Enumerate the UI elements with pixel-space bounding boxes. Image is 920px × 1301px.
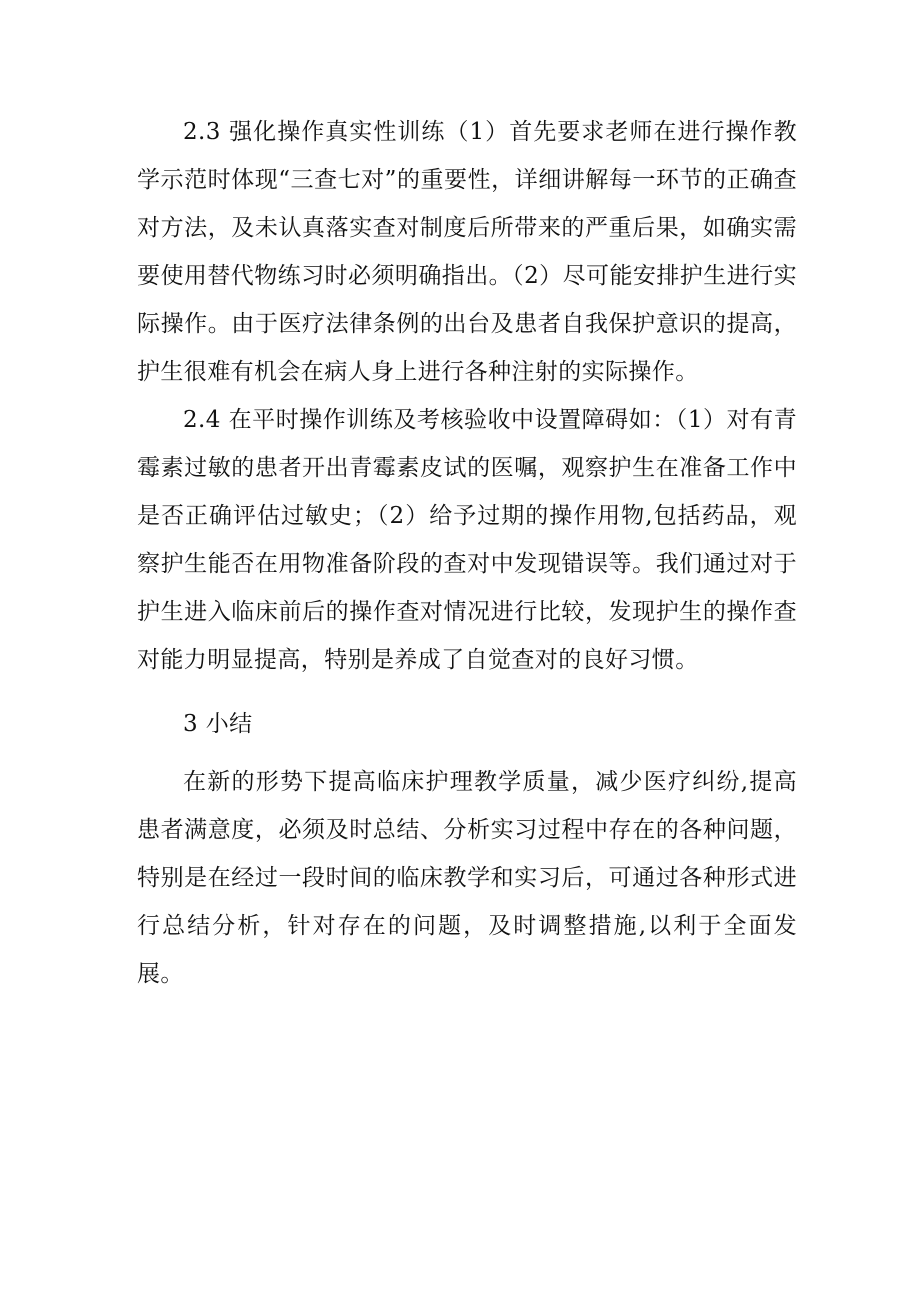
section-heading-3: 3 小结: [183, 711, 253, 737]
paragraph-2-3: 2.3 强化操作真实性训练（1）首先要求老师在进行操作教学示范时体现“三查七对”的重要性，详细讲解每一环节的正确查对方法，及未认真落实查对制度后所带来的严重后果，如确实需要使用替代物练习时必须明确指出。（2）尽可能安排护生进行实际操作。由于医疗法律条例的出台及患者自我保护意识的提高，护生很难有机会在病人身上进行各种注射的实际操作。: [137, 119, 797, 385]
paragraph-2-4: 2.4 在平时操作训练及考核验收中设置障碍如：（1）对有青霉素过敏的患者开出青霉素皮试的医嘱，观察护生在准备工作中是否正确评估过敏史；（2）给予过期的操作用物,包括药品，观察护生能否在用物准备阶段的查对中发现错误等。我们通过对于护生进入临床前后的操作查对情况进行比较，发现护生的操作查对能力明显提高，特别是养成了自觉查对的良好习惯。: [137, 407, 797, 673]
paragraph-summary: 在新的形势下提高临床护理教学质量，减少医疗纠纷,提高患者满意度，必须及时总结、分析实习过程中存在的各种问题，特别是在经过一段时间的临床教学和实习后，可通过各种形式进行总结分析，针对存在的问题，及时调整措施,以利于全面发展。: [137, 769, 797, 987]
